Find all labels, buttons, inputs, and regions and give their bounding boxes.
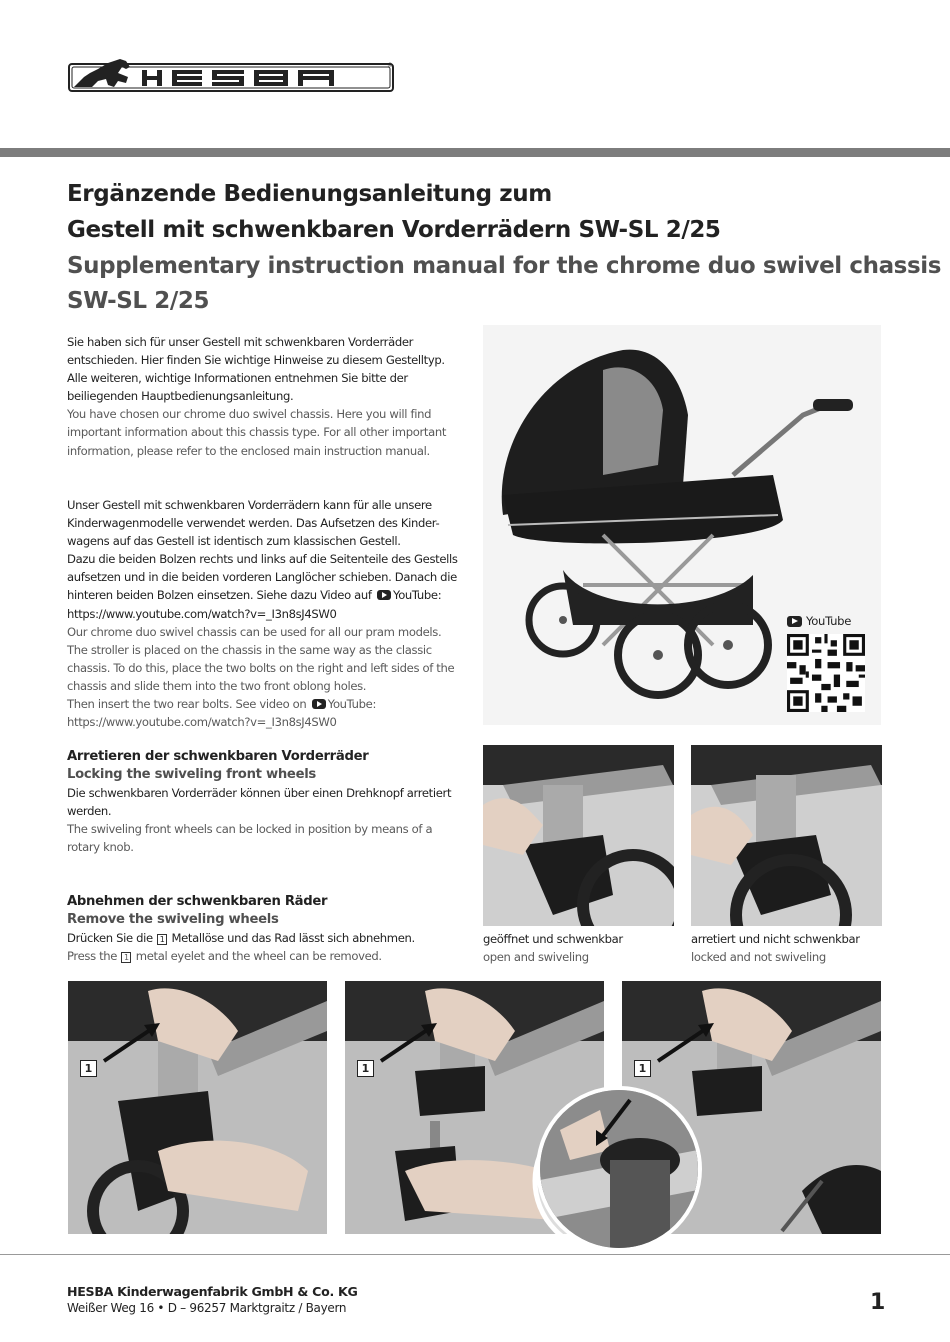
caption-photo1-en: open and swiveling [483,950,589,965]
lock-de-line: werden. [67,804,112,819]
usage-de-line: Unser Gestell mit schwenkbaren Vorderrädern kann für alle unsere [67,498,432,512]
youtube-qr-block[interactable] [787,614,867,717]
photo-locked-not-swiveling [691,745,882,926]
usage-de-line: Dazu die beiden Bolzen rechts und links auf die Seitenteile des Gestells [67,552,458,567]
intro-de-line: entschieden. Hier finden Sie wichtige Hinweise zu diesem Gestelltyp. [67,353,445,368]
title-en-line2: SW-SL 2/25 [67,288,210,314]
usage-en-last-suffix: YouTube: [327,697,376,712]
hesba-logo [68,57,396,95]
caption-photo2-de: arretiert und nicht schwenkbar [691,932,860,946]
youtube-label-text: YouTube [806,614,852,628]
intro-en-line: information, please refer to the enclosed main instruction manual. [67,443,430,458]
youtube-link-en[interactable]: https://www.youtube.com/watch?v=_I3n8sJ4SW0 [67,715,337,730]
company-name: HESBA Kinderwagenfabrik GmbH & Co. KG [67,1284,358,1299]
usage-en-line [67,695,467,713]
registered-mark: ® [387,62,393,69]
marker-1-inline: 1 [157,934,167,945]
usage-en-line: chassis. To do this, place the two bolts on the right and left sides of the [67,660,455,675]
marker-1: 1 [357,1060,374,1077]
remove-section [67,893,477,965]
usage-de-line: aufsetzen und in die beiden vorderen Langlöcher schieben. Danach die [67,570,457,585]
remove-de-suffix: Metallöse und das Rad lässt sich abnehmen. [171,931,415,946]
title-en-line1: Supplementary instruction manual for the chrome duo swivel chassis [67,253,942,279]
title-de-line2: Gestell mit schwenkbaren Vorderrädern SW-SL 2/25 [67,217,721,243]
remove-en-suffix: metal eyelet and the wheel can be removed. [135,949,382,964]
usage-en-line: The stroller is placed on the chassis in the same way as the classic [67,642,432,657]
lock-en-line: rotary knob. [67,840,134,855]
remove-heading-en: Remove the swiveling wheels [67,912,279,928]
usage-de-last-suffix: YouTube: [393,588,442,603]
remove-de-prefix: Drücken Sie die [67,931,153,946]
marker-1: 1 [634,1060,651,1077]
usage-en-last-prefix: Then insert the two rear bolts. See video on [67,697,307,712]
marker-1: 1 [80,1060,97,1077]
qr-code[interactable] [787,634,865,712]
usage-paragraph [67,496,467,731]
youtube-icon [312,699,326,709]
usage-de-line [67,586,467,604]
usage-de-line: Kinderwagenmodelle verwendet werden. Das Aufsetzen des Kinder- [67,516,440,531]
caption-photo1 [483,930,623,966]
youtube-icon [377,590,391,600]
company-address: Weißer Weg 16 • D – 96257 Marktgraitz / Bayern [67,1301,347,1315]
caption-photo2 [691,930,860,966]
title-de-line1: Ergänzende Bedienungsanleitung zum [67,181,552,207]
zoom-detail-circle [536,1086,702,1252]
youtube-link-de[interactable]: https://www.youtube.com/watch?v=_I3n8sJ4SW0 [67,606,337,621]
caption-photo2-en: locked and not swiveling [691,950,826,965]
remove-de-line [67,929,477,947]
usage-en-line: chassis and slide them into the two front oblong holes. [67,678,367,693]
page-number: 1 [870,1290,886,1315]
photo-open-swiveling [483,745,674,926]
caption-photo1-de: geöffnet und schwenkbar [483,932,623,946]
remove-en-prefix: Press the [67,949,118,964]
lock-de-line: Die schwenkbaren Vorderräder können über einen Drehknopf arretiert [67,786,452,801]
photo-remove-step1 [68,981,327,1234]
marker-1-inline: 1 [121,952,131,963]
lock-heading-en: Locking the swiveling front wheels [67,767,316,783]
usage-en-line: Our chrome duo swivel chassis can be used for all our pram models. [67,624,442,639]
lock-section [67,748,477,857]
youtube-icon [787,616,802,627]
intro-de-line: Sie haben sich für unser Gestell mit schwenkbaren Vorderräder [67,335,414,349]
intro-paragraph [67,333,467,460]
intro-en-line: important information about this chassis type. For all other important [67,425,447,440]
usage-de-last-prefix: hinteren beiden Bolzen einsetzen. Siehe dazu Video auf [67,588,372,603]
youtube-label [787,614,867,628]
bottom-divider [0,1254,950,1255]
intro-de-line: beiliegenden Hauptbedienungsanleitung. [67,389,294,404]
lock-en-line: The swiveling front wheels can be locked in position by means of a [67,822,433,837]
intro-de-line: Alle weiteren, wichtige Informationen entnehmen Sie bitte der [67,371,408,386]
intro-en-line: You have chosen our chrome duo swivel chassis. Here you will find [67,407,432,422]
usage-de-line: wagens auf das Gestell ist identisch zum klassischen Gestell. [67,534,401,549]
remove-en-line [67,947,477,965]
top-divider [0,148,950,157]
lock-heading-de: Arretieren der schwenkbaren Vorderräder [67,749,369,764]
remove-heading-de: Abnehmen der schwenkbaren Räder [67,894,328,909]
